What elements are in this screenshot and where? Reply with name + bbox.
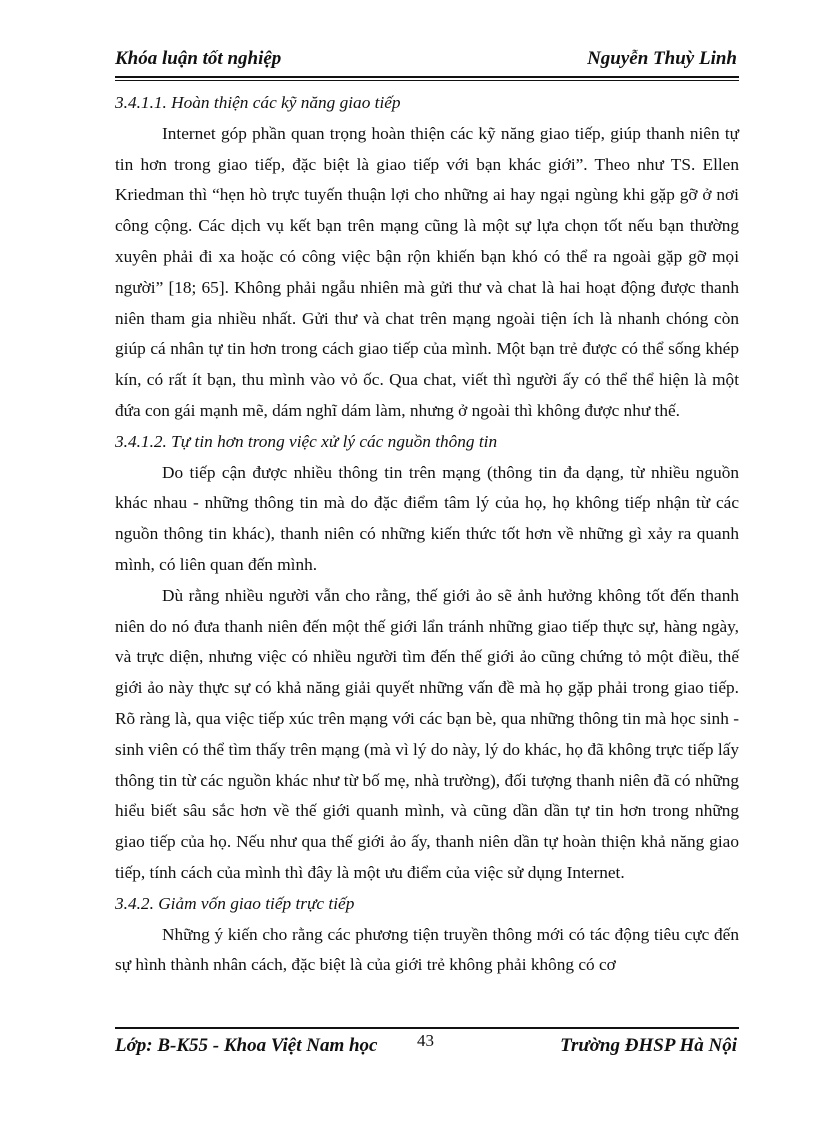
header-thesis-title: Khóa luận tốt nghiệp [115, 48, 282, 69]
page-header [115, 48, 737, 76]
section-heading-3-4-2: 3.4.2. Giảm vốn giao tiếp trực tiếp [115, 893, 355, 913]
header-rule [115, 76, 739, 81]
page-footer [115, 1033, 737, 1063]
paragraph-2: Do tiếp cận được nhiều thông tin trên mạng (thông tin đa dạng, từ nhiều nguồn khác nhau - những thông tin mà do đặc điểm tâm lý của họ, họ không tiếp nhận từ các nguồn thông tin khác), thanh niên có những kiến thức tốt hơn về những gì xảy ra quanh mình, có liên quan đến mình. [115, 462, 739, 574]
section-heading-3-4-1-1: 3.4.1.1. Hoàn thiện các kỹ năng giao tiếp [115, 93, 401, 112]
page-number: 43 [417, 1031, 434, 1050]
footer-class-department: Lớp: B-K55 - Khoa Việt Nam học [115, 1035, 378, 1056]
paragraph-4: Những ý kiến cho rằng các phương tiện truyền thông mới có tác động tiêu cực đến sự hình thành nhân cách, đặc biệt là của giới trẻ không phải không có cơ [115, 924, 739, 975]
section-heading-3-4-1-2: 3.4.1.2. Tự tin hơn trong việc xử lý các nguồn thông tin [115, 431, 498, 451]
paragraph-3: Dù rằng nhiều người vẫn cho rằng, thế giới ảo sẽ ảnh hưởng không tốt đến thanh niên do nó đưa thanh niên đến một thế giới lẩn tránh những giao tiếp thực sự, hàng ngày, và trực diện, nhưng việc có nhiều người tìm đến thế giới ảo cũng chứng tỏ một điều, thế giới ảo này thực sự có khả năng giải quyết những vấn đề mà họ gặp phải trong giao tiếp. Rõ ràng là, qua việc tiếp xúc trên mạng với các bạn bè, qua những thông tin mà học sinh - sinh viên có thể tìm thấy trên mạng (mà vì lý do này, lý do khác, họ đã không trực tiếp lấy thông tin từ các nguồn khác như từ bố mẹ, nhà trường), đối tượng thanh niên đã có những hiểu biết sâu sắc hơn về thế giới quanh mình, và cũng dần dần tự tin hơn trong những giao tiếp của họ. Nếu như qua thế giới ảo ấy, thanh niên dần tự hoàn thiện khả năng giao tiếp, tính cách của mình thì đây là một ưu điểm của việc sử dụng Internet. [115, 585, 739, 882]
footer-rule [115, 1027, 739, 1029]
page-body [115, 88, 739, 981]
footer-university: Trường ĐHSP Hà Nội [560, 1035, 737, 1056]
header-author-name: Nguyễn Thuỳ Linh [587, 48, 737, 69]
paragraph-1: Internet góp phần quan trọng hoàn thiện các kỹ năng giao tiếp, giúp thanh niên tự tin hơn trong giao tiếp, đặc biệt là giao tiếp với bạn khác giới”. Theo như TS. Ellen Kriedman thì “hẹn hò trực tuyến thuận lợi cho những ai hay ngại ngùng khi gặp gỡ ở nơi công cộng. Các dịch vụ kết bạn trên mạng cũng là một sự lựa chọn tốt nếu bạn thường xuyên phải đi xa hoặc có công việc bận rộn khiến bạn khó có thể ra ngoài gặp gỡ mọi người” [18; 65]. Không phải ngẫu nhiên mà gửi thư và chat là hai hoạt động được thanh niên tham gia nhiều nhất. Gửi thư và chat trên mạng ngoài tiện ích là nhanh chóng còn giúp cá nhân tự tin hơn trong cách giao tiếp của mình. Một bạn trẻ được có thể sống khép kín, có rất ít bạn, thu mình vào vỏ ốc. Qua chat, viết thì người ấy có thể thể hiện là một đứa con gái mạnh mẽ, dám nghĩ dám làm, nhưng ở ngoài thì không được như thế. [115, 123, 739, 420]
